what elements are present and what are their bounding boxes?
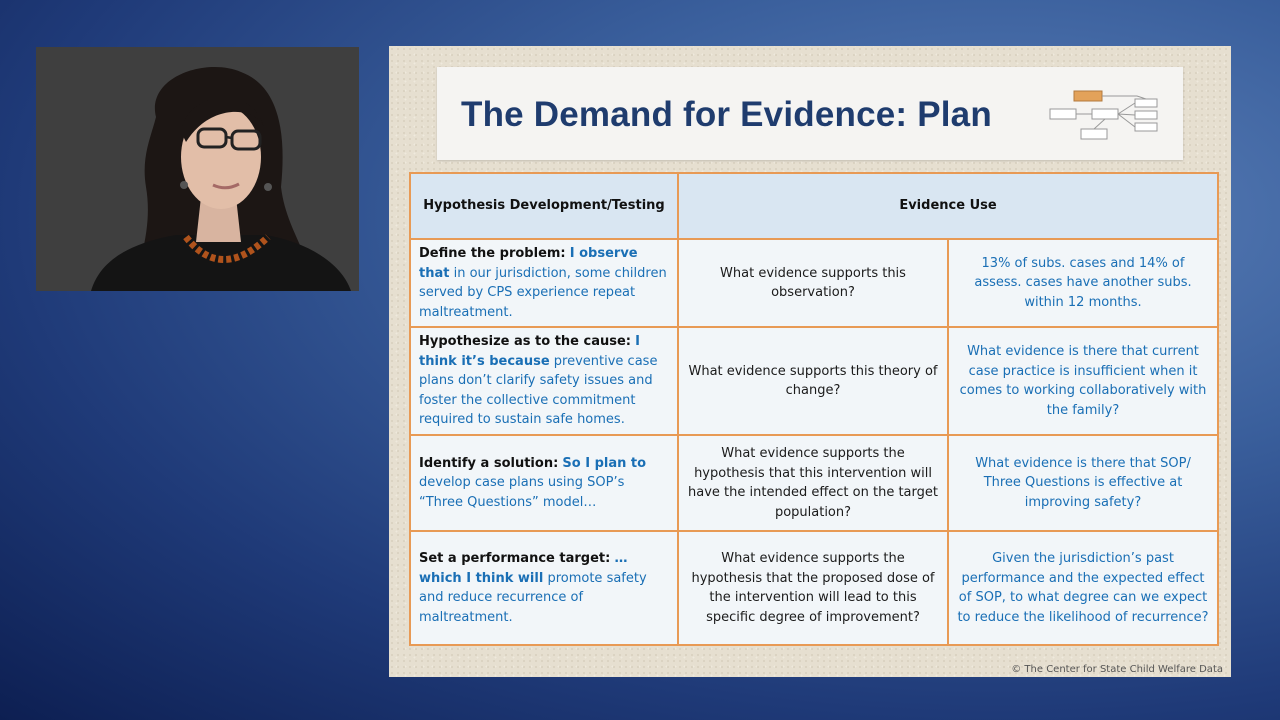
table-row: [410, 531, 1218, 645]
hypothesis-cell: [410, 239, 678, 327]
header-evidence-use: Evidence Use: [678, 173, 1218, 239]
slide-title: The Demand for Evidence: Plan: [461, 95, 992, 134]
question-cell: What evidence supports this observation?: [678, 239, 948, 327]
evidence-table: [409, 172, 1219, 646]
table-row: [410, 435, 1218, 531]
process-diagram-icon: [1047, 85, 1162, 145]
evidence-cell: 13% of subs. cases and 14% of assess. cases have another subs. within 12 months.: [948, 239, 1218, 327]
hypothesis-cell: [410, 435, 678, 531]
presentation-slide: [389, 46, 1231, 677]
table-header-row: [410, 173, 1218, 239]
row-rest: promote safety and reduce recurrence of maltreatment.: [419, 570, 647, 625]
row-highlight: I observe that: [419, 246, 638, 281]
table-row: [410, 327, 1218, 435]
presenter-image: [36, 47, 359, 291]
copyright-notice: © The Center for State Child Welfare Data: [1011, 664, 1223, 675]
row-rest: preventive case plans don’t clarify safety issues and foster the collective commitment required to sustain safe homes.: [419, 353, 658, 428]
slide-title-box: [437, 67, 1183, 160]
row-lead: Set a performance target:: [419, 551, 611, 566]
header-hypothesis: Hypothesis Development/Testing: [410, 173, 678, 239]
table-row: [410, 239, 1218, 327]
hypothesis-cell: [410, 531, 678, 645]
evidence-cell: What evidence is there that current case practice is insufficient when it comes to working collaboratively with the family?: [948, 327, 1218, 435]
row-lead: Identify a solution:: [419, 455, 559, 471]
row-highlight: So I plan to: [562, 455, 647, 471]
row-lead: Define the problem:: [419, 246, 566, 261]
question-cell: What evidence supports the hypothesis that the proposed dose of the intervention will lead to this specific degree of improvement?: [678, 531, 948, 645]
presenter-video: [36, 47, 359, 291]
question-cell: What evidence supports the hypothesis that this intervention will have the intended effect on the target population?: [678, 435, 948, 531]
row-rest: in our jurisdiction, some children served by CPS experience repeat maltreatment.: [419, 265, 667, 320]
question-cell: What evidence supports this theory of change?: [678, 327, 948, 435]
row-lead: Hypothesize as to the cause:: [419, 334, 631, 350]
row-highlight: …which I think will: [419, 551, 628, 586]
row-rest: develop case plans using SOP’s “Three Questions” model…: [419, 475, 625, 510]
evidence-cell: What evidence is there that SOP/ Three Questions is effective at improving safety?: [948, 435, 1218, 531]
evidence-cell: Given the jurisdiction’s past performance and the expected effect of SOP, to what degree can we expect to reduce the likelihood of recurrence?: [948, 531, 1218, 645]
row-highlight: I think it’s because: [419, 334, 640, 369]
hypothesis-cell: [410, 327, 678, 435]
